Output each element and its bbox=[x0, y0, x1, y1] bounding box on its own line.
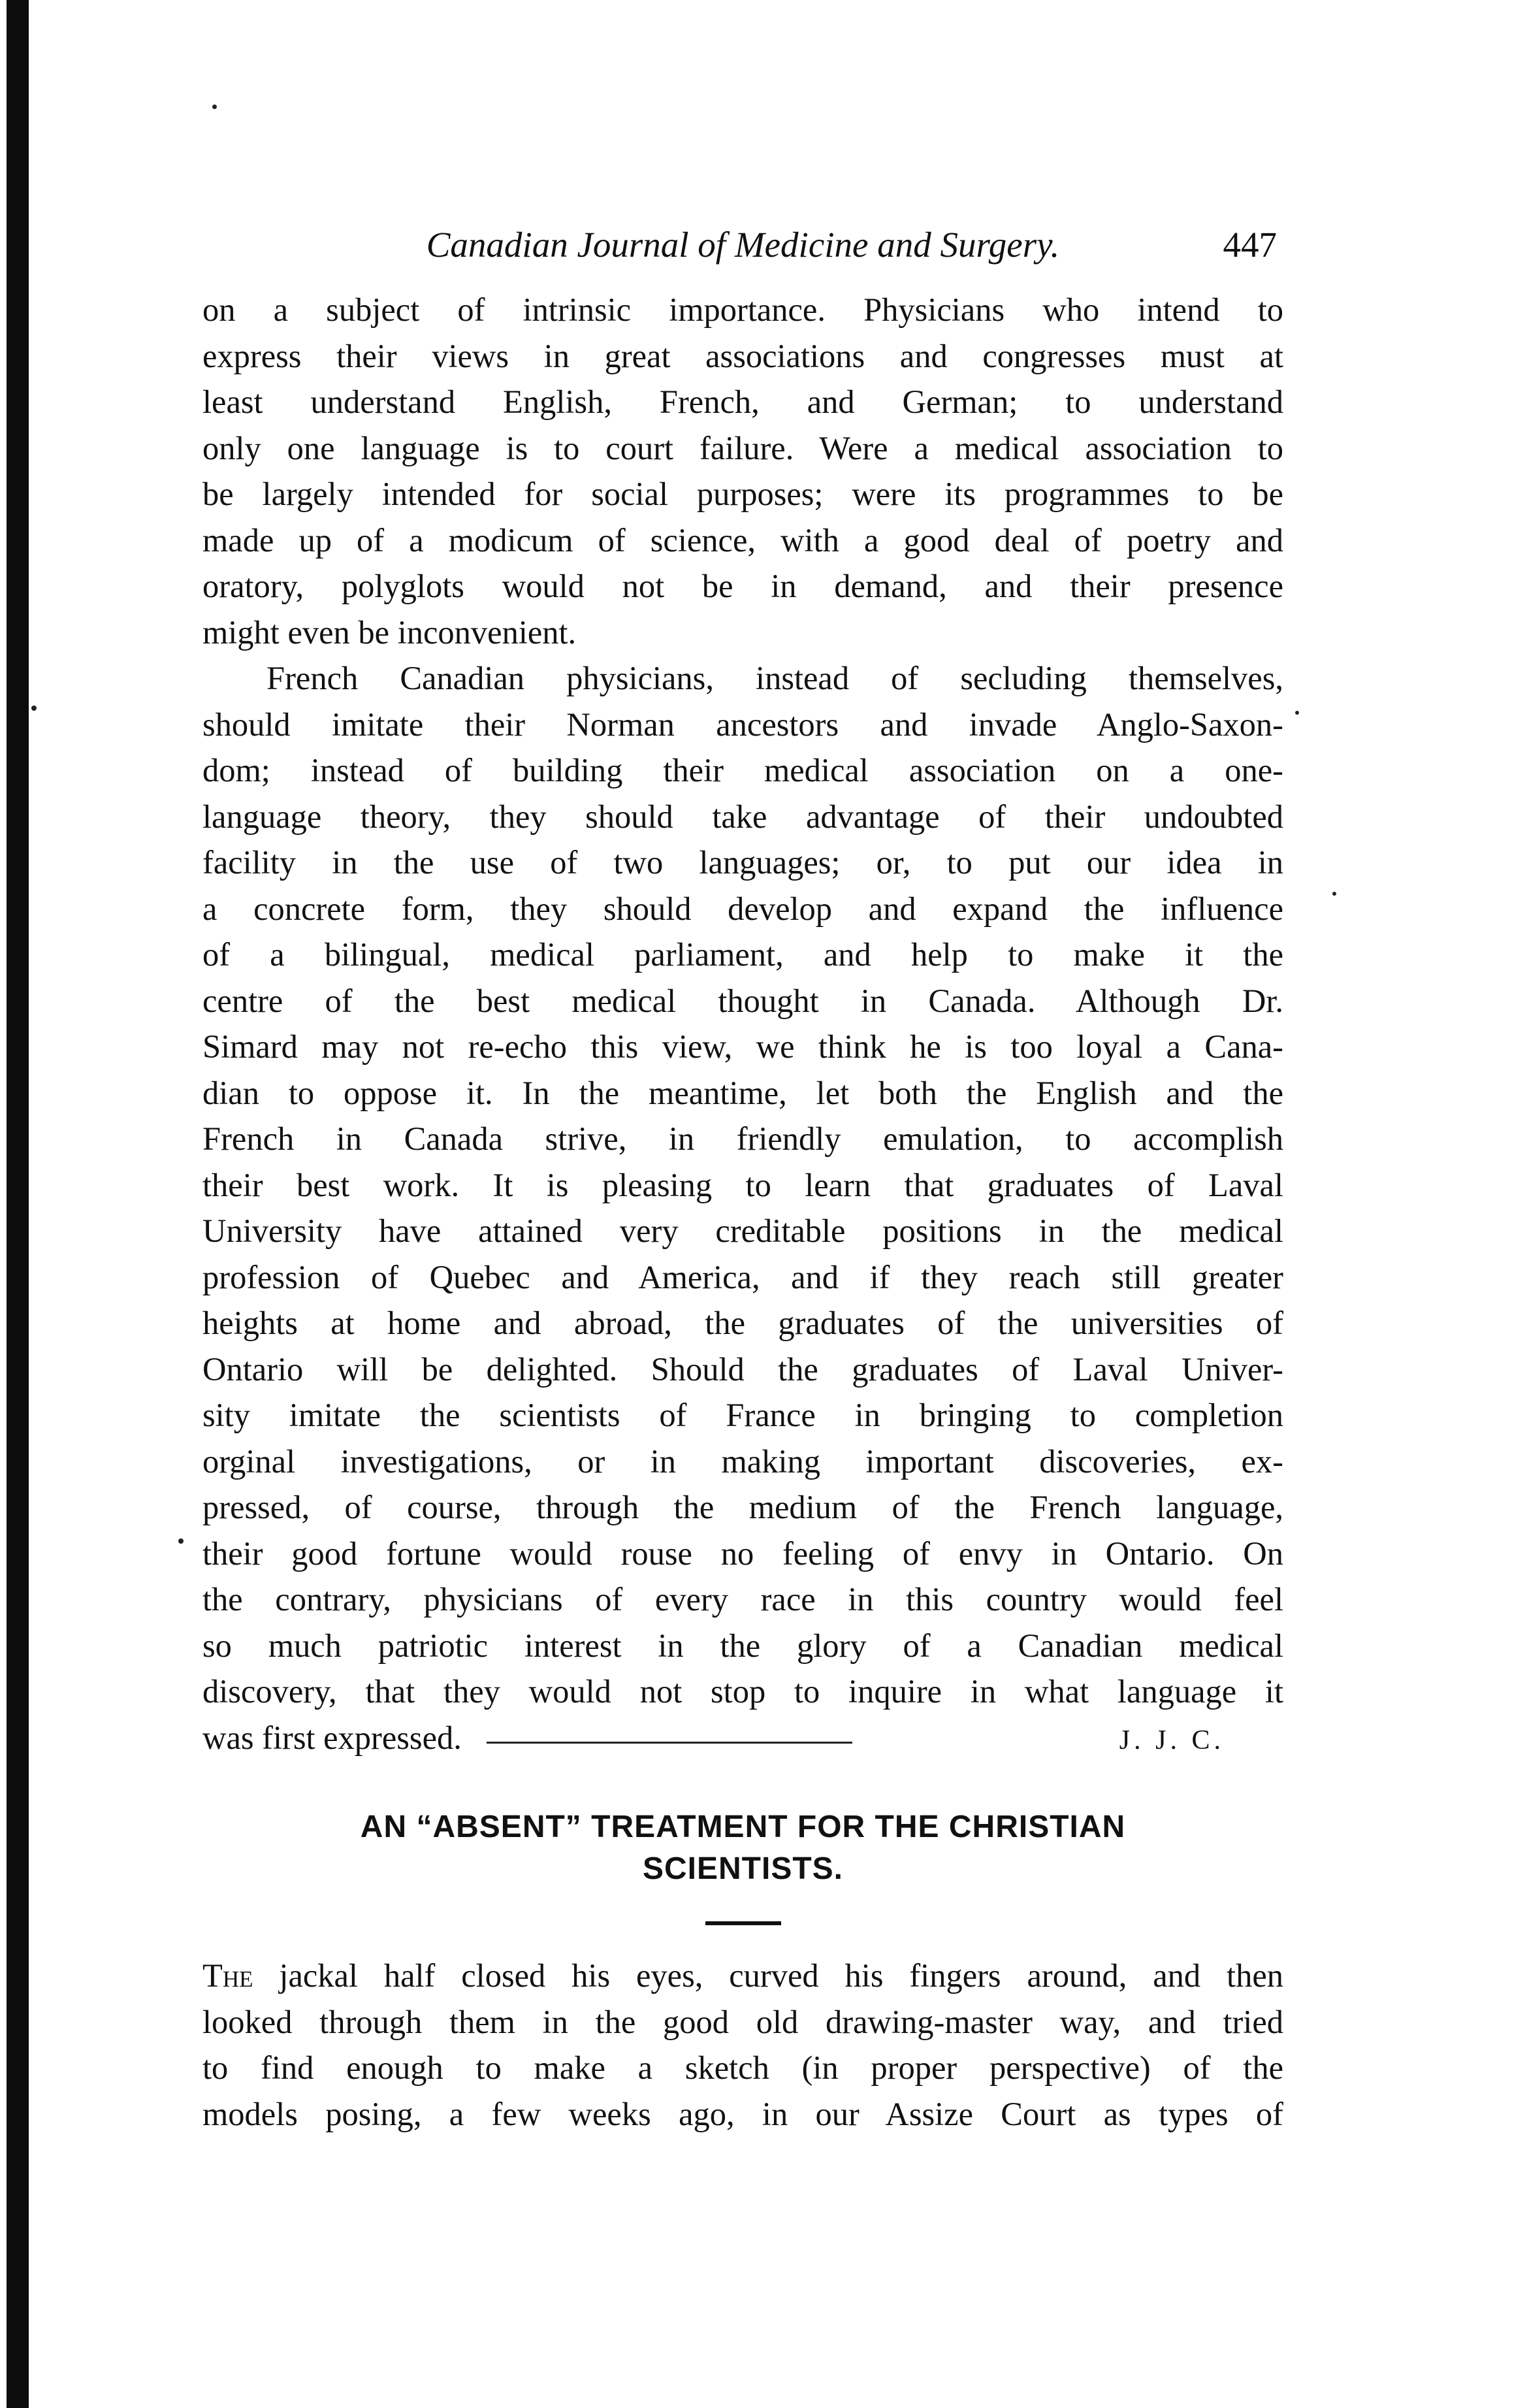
paragraph-jackal bbox=[202, 1953, 1283, 2137]
section-rule bbox=[705, 1921, 781, 1925]
scan-speck bbox=[178, 1538, 184, 1544]
text-line: made up of a modicum of science, with a good deal of poetry and bbox=[202, 521, 1283, 559]
closing-text: was first expressed. bbox=[202, 1719, 462, 1756]
text-line: heights at home and abroad, the graduates of the universities of bbox=[202, 1305, 1283, 1341]
text-line: sity imitate the scientists of France in bringing to completion bbox=[202, 1397, 1283, 1433]
scan-speck bbox=[212, 105, 217, 109]
text-fragment: jackal half closed his eyes, curved his fingers around, and then bbox=[253, 1957, 1283, 1994]
journal-title: Canadian Journal of Medicine and Surgery. bbox=[426, 225, 1060, 265]
page-number: 447 bbox=[1223, 225, 1277, 265]
text-line: dian to oppose it. In the meantime, let both the English and the bbox=[202, 1074, 1283, 1111]
text-line: models posing, a few weeks ago, in our Assize Court as types of bbox=[202, 2095, 1283, 2132]
text-line: orginal investigations, or in making important discoveries, ex- bbox=[202, 1442, 1283, 1480]
text-line: dom; instead of building their medical association on a one- bbox=[202, 752, 1283, 789]
text-line: their best work. It is pleasing to learn that graduates of Laval bbox=[202, 1166, 1283, 1203]
text-line: language theory, they should take advantage of their undoubted bbox=[202, 798, 1283, 835]
text-line: French Canadian physicians, instead of secluding themselves, bbox=[266, 660, 1283, 696]
text-line: looked through them in the good old drawing-master way, and tried bbox=[202, 2003, 1283, 2040]
text-line: to find enough to make a sketch (in proper perspective) of the bbox=[202, 2049, 1283, 2086]
running-head bbox=[202, 219, 1283, 279]
text-line: Ontario will be delighted. Should the graduates of Laval Univer- bbox=[202, 1350, 1283, 1388]
text-line: University have attained very creditable positions in the medical bbox=[202, 1212, 1283, 1249]
heading-line: SCIENTISTS. bbox=[642, 1851, 844, 1886]
article-heading bbox=[202, 1806, 1283, 1890]
text-line: should imitate their Norman ancestors and invade Anglo-Saxon- bbox=[202, 706, 1283, 743]
lead-word: The bbox=[202, 1957, 253, 1994]
text-line: least understand English, French, and German; to understand bbox=[202, 383, 1283, 420]
text-line: the contrary, physicians of every race in this country would feel bbox=[202, 1581, 1283, 1618]
scan-speck bbox=[1332, 892, 1336, 896]
text-line: a concrete form, they should develop and expand the influence bbox=[202, 890, 1283, 927]
text-line: oratory, polyglots would not be in demand, and their presence bbox=[202, 568, 1283, 604]
text-line: pressed, of course, through the medium of the French language, bbox=[202, 1489, 1283, 1525]
signature-rule bbox=[487, 1742, 852, 1744]
paragraph-continuation bbox=[202, 287, 1283, 655]
text-line: their good fortune would rouse no feeling of envy in Ontario. On bbox=[202, 1535, 1283, 1572]
scan-speck bbox=[1295, 711, 1299, 715]
text-line: might even be inconvenient. bbox=[202, 613, 577, 651]
text-line: Simard may not re-echo this view, we think he is too loyal a Cana- bbox=[202, 1028, 1283, 1065]
paragraph-french-canadian bbox=[202, 655, 1283, 1715]
text-line: discovery, that they would not stop to inquire in what language it bbox=[202, 1673, 1283, 1710]
scan-speck bbox=[31, 706, 37, 711]
text-line: express their views in great associations and congresses must at bbox=[202, 337, 1283, 374]
text-line: profession of Quebec and America, and if they reach still greater bbox=[202, 1258, 1283, 1295]
text-line: French in Canada strive, in friendly emulation, to accomplish bbox=[202, 1120, 1283, 1157]
text-line: facility in the use of two languages; or, to put our idea in bbox=[202, 844, 1283, 881]
text-line: of a bilingual, medical parliament, and help to make it the bbox=[202, 936, 1283, 973]
text-line: be largely intended for social purposes; were its programmes to be bbox=[202, 476, 1283, 512]
text-line: centre of the best medical thought in Canada. Although Dr. bbox=[202, 982, 1283, 1019]
text-line: only one language is to court failure. Were a medical association to bbox=[202, 429, 1283, 466]
text-line: on a subject of intrinsic importance. Physicians who intend to bbox=[202, 291, 1283, 328]
text-line bbox=[202, 1953, 1283, 1999]
author-initials: J. J. C. bbox=[1119, 1725, 1225, 1755]
binding-edge bbox=[7, 0, 29, 2408]
heading-line: AN “ABSENT” TREATMENT FOR THE CHRISTIAN bbox=[360, 1810, 1126, 1844]
text-line: so much patriotic interest in the glory of a Canadian medical bbox=[202, 1627, 1283, 1664]
closing-line bbox=[202, 1715, 1283, 1764]
journal-page bbox=[202, 219, 1283, 2137]
